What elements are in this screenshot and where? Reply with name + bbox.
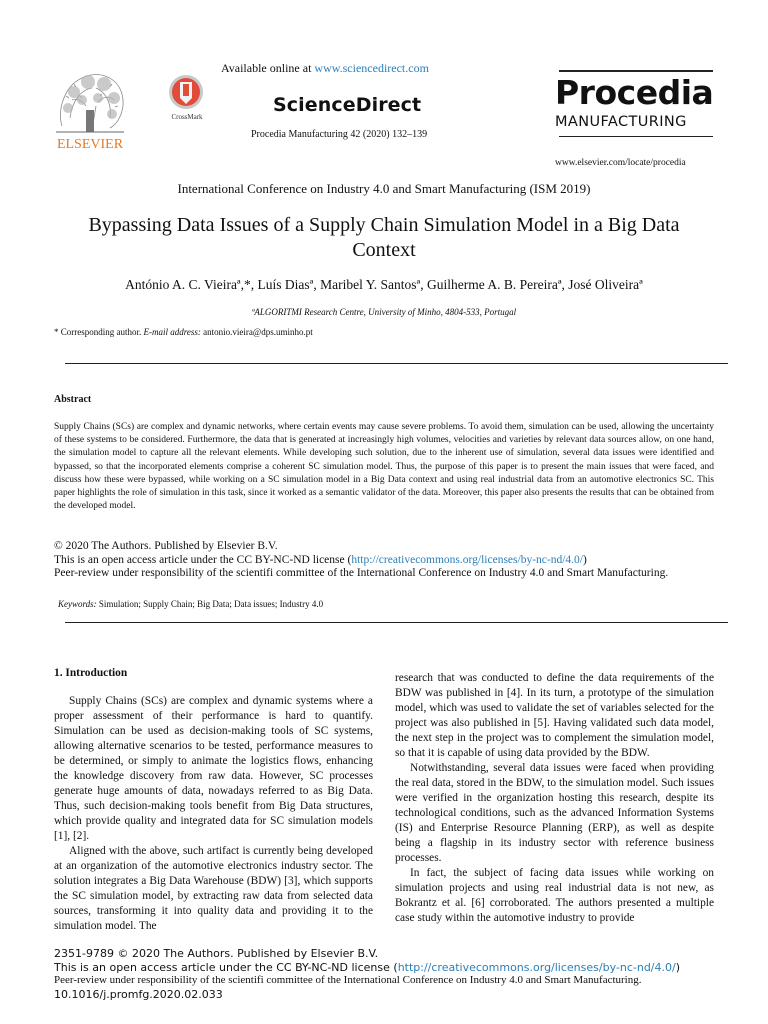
footer [54,947,680,1001]
crossmark-icon[interactable] [164,74,210,122]
footer-license-link[interactable]: http://creativecommons.org/licenses/by-nc-nd/4.0/ [397,960,676,974]
procedia-subtitle: MANUFACTURING [555,114,687,130]
elsevier-wordmark: ELSEVIER [56,137,124,152]
peer-review-line: Peer-review under responsibility of the scientifi committee of the International Conference on Industry 4.0 and Smart Manufacturing. [54,567,669,579]
procedia-wordmark: Procedia [555,73,714,112]
divider-top [65,363,728,364]
journal-url[interactable]: www.elsevier.com/locate/procedia [555,158,686,168]
crossmark-label: CrossMark [171,113,203,121]
open-access-line: This is an open access article under the CC BY-NC-ND license (http://creativecommons.org/licenses/by-nc-nd/4.0/) [54,553,587,566]
elsevier-tree-logo [52,66,128,154]
sciencedirect-link[interactable]: www.sciencedirect.com [314,61,429,75]
paragraph: Notwithstanding, several data issues were faced when providing the real data, stored in the BDW, to the simulation model. Such issues were verified in the organization hosting this research, despite its technological conditions, such as the advanced Information Systems (IS) and Enterprise Resource Planning (ERP), as well as despite being a flagship in its industry sector with reference business processes. [395,762,714,864]
divider-bottom [65,622,728,623]
journal-reference: Procedia Manufacturing 42 (2020) 132–139 [251,129,428,140]
abstract-text: Supply Chains (SCs) are complex and dynamic networks, where certain events may cause severe problems. To avoid them, simulation can be used, allowing the uncertainty of these systems to be considered. Furthermore, the data that is generated at increasingly high volumes, velocities and varieties by relevant data sources allow, on one hand, the simulation model to capture all the relevant elements. While developing such solution, due to the inherent use of simulation, several data issues were identified and bypassed, so that the incorporated elements comprise a coherent SC simulation model. Thus, the purpose of this paper is to present the main issues that were faced, and discuss how these were bypassed, while working on a SC simulation model in a Big Data context and using real industrial data from an automotive electronics SC. This paper highlights the role of simulation in this task, since it worked as a semantic validator of the data. Moreover, this paper also presents the results that can be obtained from the developed model. [54,422,714,512]
logo-top-rule [559,70,713,72]
license-block [54,540,734,581]
copyright-line: © 2020 The Authors. Published by Elsevier B.V. [54,540,278,552]
paper-title: Bypassing Data Issues of a Supply Chain Simulation Model in a Big Data Context [88,214,680,261]
logo-bottom-rule [559,136,713,137]
sciencedirect-title: ScienceDirect [273,94,422,116]
conference-name: International Conference on Industry 4.0 and Smart Manufacturing (ISM 2019) [177,181,591,196]
corresponding-author: * Corresponding author. E-mail address: antonio.vieira@dps.uminho.pt [54,327,313,337]
footer-open-access: This is an open access article under the CC BY-NC-ND license (http://creativecommons.org/licenses/by-nc-nd/4.0/) [54,960,681,974]
paragraph: Supply Chains (SCs) are complex and dynamic systems where a proper assessment of their performance is hard to quantify. Simulation can be used as decision-making tools of SC systems, allowing alternative scenarios to be tested, performance measures to be determined, or simply to animate the logistics flows, enhancing the knowledge discovery from raw data. However, SC processes generate huge amounts of data, nowadays referred to as Big Data. Thus, such decision-making tools benefit from Big Data structures, which provide quality and integrated data for SC simulation models [1], [2]. [54,695,373,842]
license-link[interactable]: http://creativecommons.org/licenses/by-nc-nd/4.0/ [351,553,583,566]
left-column [54,694,373,934]
procedia-logo [555,70,715,137]
right-column [395,671,714,926]
paragraph: Aligned with the above, such artifact is currently being developed at an organization of the automotive electronics industry sector. The solution integrates a Big Data Warehouse (BDW) [3], which supports the SC simulation model, by extracting raw data from selected data sources, transforming it into quality data and providing it to the simulation model. The [54,845,373,932]
section-heading: 1. Introduction [54,667,128,679]
issn-line: 2351-9789 © 2020 The Authors. Published by Elsevier B.V. [54,947,379,960]
author-list: António A. C. Vieiraª,*, Luís Diasª, Maribel Y. Santosª, Guilherme A. B. Pereiraª, José Oliveiraª [125,277,643,292]
paragraph: In fact, the subject of facing data issues while working on simulation projects and using real industrial data is not new, as Bokrantz et al. [6] corroborated. The authors presented a multiple case study within the automotive industry to provide [395,867,714,924]
doi[interactable]: 10.1016/j.promfg.2020.02.033 [54,987,223,1001]
abstract-heading: Abstract [54,394,92,405]
affiliation: ªALGORITMI Research Centre, University of Minho, 4804-533, Portugal [251,307,517,317]
footer-peer-review: Peer-review under responsibility of the scientifi committee of the International Conference on Industry 4.0 and Smart Manufacturing. [54,974,642,986]
available-online: Available online at www.sciencedirect.com [221,61,429,75]
keywords: Keywords: Simulation; Supply Chain; Big Data; Data issues; Industry 4.0 [58,599,324,609]
paragraph: research that was conducted to define the data requirements of the BDW was published in [4]. In its turn, a prototype of the simulation model, which was used to validate the set of variables selected for the project was also published in [5]. Having validated such data model, the next step in the project was to complement the simulation model, so that it is capable of using data provided by the BDW. [395,672,714,759]
